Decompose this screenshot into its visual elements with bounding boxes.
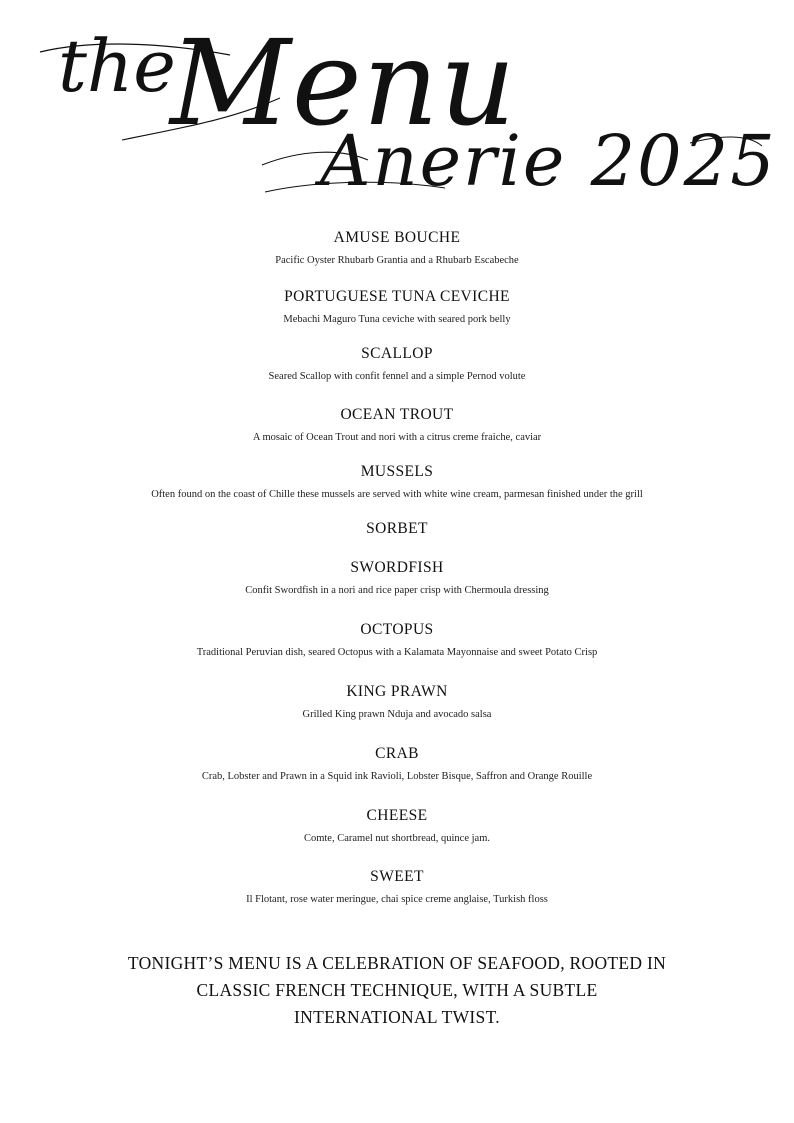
course-sweet: [0, 868, 794, 906]
course-ocean-trout: [0, 406, 794, 444]
course-scallop: [0, 345, 794, 383]
course-description: Confit Swordfish in a nori and rice paper crisp with Chermoula dressing: [245, 585, 549, 596]
course-cheese: [0, 807, 794, 845]
course-name: AMUSE BOUCHE: [333, 229, 461, 246]
course-name: MUSSELS: [360, 463, 434, 480]
course-description: Pacific Oyster Rhubarb Grantia and a Rhubarb Escabeche: [275, 255, 519, 266]
course-king-prawn: [0, 683, 794, 721]
course-name: SWEET: [370, 868, 424, 885]
menu-title-block: [0, 0, 794, 215]
title-the: the: [58, 24, 176, 108]
course-description: Seared Scallop with confit fennel and a simple Pernod volute: [268, 371, 526, 382]
course-name: SCALLOP: [361, 345, 433, 362]
course-name: OCTOPUS: [360, 621, 434, 638]
course-description: Often found on the coast of Chille these mussels are served with white wine cream, parmesan finished under the grill: [151, 489, 643, 500]
course-name: CHEESE: [366, 807, 428, 824]
course-name: SWORDFISH: [350, 559, 444, 576]
course-name: CRAB: [375, 745, 419, 762]
closing-line-3: INTERNATIONAL TWIST.: [294, 1007, 500, 1027]
course-description: Grilled King prawn Nduja and avocado salsa: [302, 709, 492, 720]
course-mussels: [0, 463, 794, 501]
course-portuguese-tuna-ceviche: [0, 288, 794, 326]
course-sorbet: [0, 520, 794, 538]
title-menu: Menu: [170, 14, 517, 152]
course-amuse-bouche: [0, 229, 794, 267]
course-crab: [0, 745, 794, 783]
course-description: A mosaic of Ocean Trout and nori with a citrus creme fraiche, caviar: [252, 432, 542, 443]
course-description: Crab, Lobster and Prawn in a Squid ink Ravioli, Lobster Bisque, Saffron and Orange Rouille: [201, 771, 593, 782]
course-description: Traditional Peruvian dish, seared Octopus with a Kalamata Mayonnaise and sweet Potato Crisp: [196, 647, 598, 658]
course-swordfish: [0, 559, 794, 597]
closing-line-2: CLASSIC FRENCH TECHNIQUE, WITH A SUBTLE: [196, 980, 598, 1000]
course-octopus: [0, 621, 794, 659]
closing-statement: [97, 950, 697, 1031]
course-description: Comte, Caramel nut shortbread, quince jam.: [303, 833, 491, 844]
course-name: OCEAN TROUT: [340, 406, 454, 423]
menu-subtitle: Anerie 2025: [320, 120, 777, 202]
course-name: SORBET: [366, 520, 428, 537]
closing-line-1: TONIGHT’S MENU IS A CELEBRATION OF SEAFOOD, ROOTED IN: [127, 953, 667, 973]
course-description: Il Flotant, rose water meringue, chai spice creme anglaise, Turkish floss: [246, 894, 548, 905]
course-description: Mebachi Maguro Tuna ceviche with seared pork belly: [283, 314, 511, 325]
course-name: PORTUGUESE TUNA CEVICHE: [284, 288, 510, 305]
course-name: KING PRAWN: [346, 683, 448, 700]
